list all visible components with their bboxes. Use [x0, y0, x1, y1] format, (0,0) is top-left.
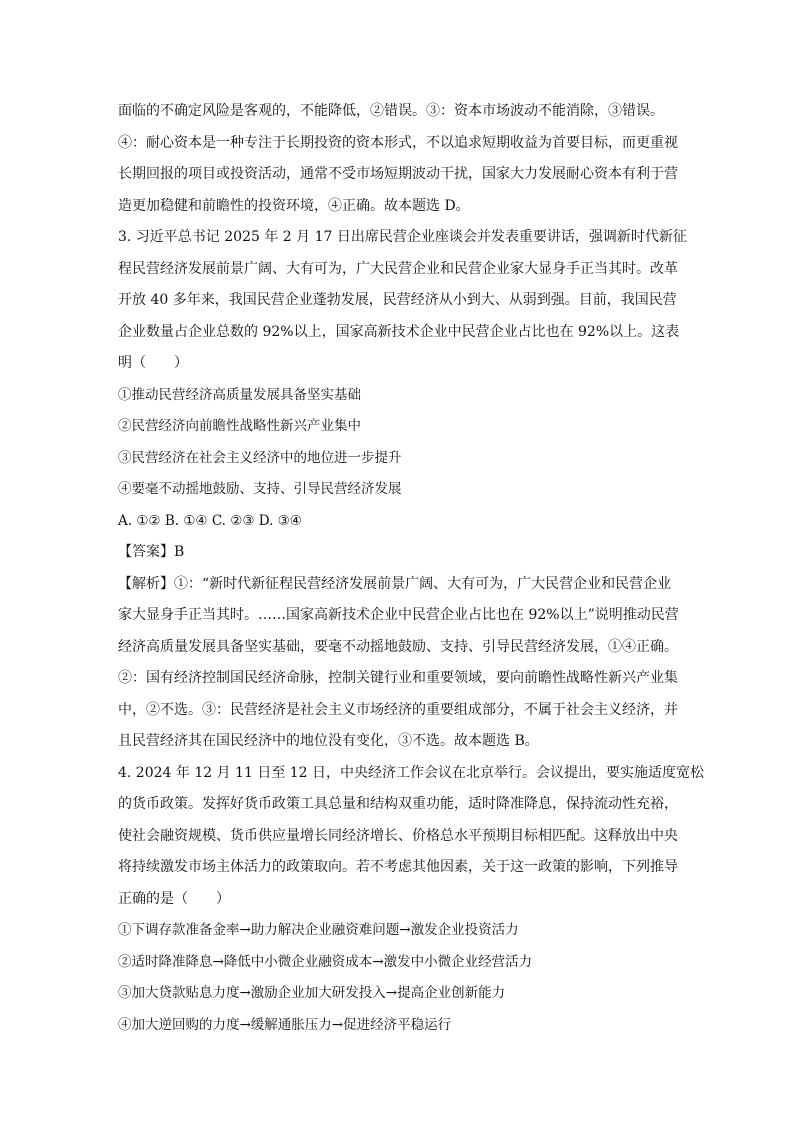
option-item: ①推动民营经济高质量发展具备坚实基础: [118, 386, 361, 403]
option-item: ④加大逆回购的力度→缓解通胀压力→促进经济平稳运行: [118, 1016, 452, 1033]
text-line: 面临的不确定风险是客观的，不能降低，②错误。③：资本市场波动不能消除，③错误。: [118, 103, 664, 119]
text-line: 造更加稳健和前瞻性的投资环境，④正确。故本题选 D。: [118, 197, 470, 214]
answer-label: 【答案】B: [118, 544, 185, 560]
text-line: 且民营经济其在国民经济中的地位没有变化，③不选。故本题选 B。: [118, 733, 539, 749]
document-page: [118, 96, 705, 1041]
option-item: ③加大贷款贴息力度→激励企业加大研发投入→提高企业创新能力: [118, 985, 506, 1001]
text-line: 程民营经济发展前景广阔、大有可为，广大民营企业和民营企业家大显身手正当其时。改革: [118, 260, 678, 277]
option-item: ①下调存款准备金率→助力解决企业融资难问题→激发企业投资活力: [118, 922, 519, 938]
option-item: ③民营经济在社会主义经济中的地位进一步提升: [118, 449, 402, 466]
text-line: 使社会融资规模、货币供应量增长同经济增长、价格总水平预期目标相匹配。这释放出中央: [118, 827, 678, 844]
question-3-stem: 3. 习近平总书记 2025 年 2 月 17 日出席民营企业座谈会并发表重要讲话，强调新时代新征: [118, 229, 687, 245]
text-line: 正确的是（ ）: [118, 890, 230, 907]
option-item: ②民营经济向前瞻性战略性新兴产业集中: [118, 418, 361, 434]
text-line: ④：耐心资本是一种专注于长期投资的资本形式，不以追求短期收益为首要目标，而更重视: [118, 134, 678, 151]
text-line: ②：国有经济控制国民经济命脉，控制关键行业和重要领域，要向前瞻性战略性新兴产业集: [118, 670, 678, 686]
question-4-stem: 4. 2024 年 12 月 11 日至 12 日，中央经济工作会议在北京举行。会议提出，要实施适度宽松: [118, 764, 705, 781]
answer-choices: A. ①② B. ①④ C. ②③ D. ③④: [118, 512, 302, 529]
text-line: 经济高质量发展具备坚实基础，要毫不动摇地鼓励、支持、引导民营经济发展，①④正确。: [118, 638, 678, 655]
text-line: 长期回报的项目或投资活动，通常不受市场短期波动干扰，国家大力发展耐心资本有利于营: [118, 166, 678, 182]
text-line: 的货币政策。发挥好货币政策工具总量和结构双重功能，适时降准降息，保持流动性充裕，: [118, 796, 678, 812]
option-item: ②适时降准降息→降低中小微企业融资成本→激发中小微企业经营活力: [118, 953, 533, 970]
text-line: 中，②不选。③：民营经济是社会主义市场经济的重要组成部分，不属于社会主义经济，并: [118, 701, 678, 718]
text-line: 明（ ）: [118, 355, 188, 371]
text-line: 将持续激发市场主体活力的政策取向。若不考虑其他因素，关于这一政策的影响，下列推导: [118, 859, 678, 875]
text-line: 家大显身手正当其时。……国家高新技术企业中民营企业占比也在 92%以上”说明推动民营: [118, 607, 679, 623]
option-item: ④要毫不动摇地鼓励、支持、引导民营经济发展: [118, 481, 402, 497]
text-line: 企业数量占企业总数的 92%以上，国家高新技术企业中民营企业占比也在 92%以上。这表: [118, 323, 680, 340]
text-line: 开放 40 多年来，我国民营企业蓬勃发展，民营经济从小到大、从弱到强。目前，我国民营: [118, 292, 677, 308]
analysis-text: 【解析】①：“新时代新征程民营经济发展前景广阔、大有可为，广大民营企业和民营企业: [118, 575, 672, 592]
